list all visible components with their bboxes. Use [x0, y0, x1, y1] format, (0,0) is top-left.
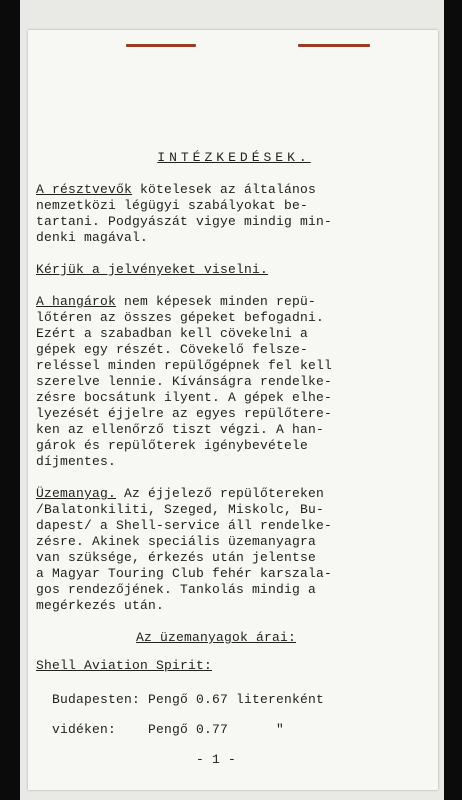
fuel-text: Az éjjelező repülőtereken /Balatonkiliti, Szeged, Miskolc, Bu- dapest/ a Shell-service áll rendelke- zésre. Akinek speciális üzemanyagra van szüksége, érkezés után jelentse a Magyar Touring Club fehér karszala- gos rendezőjének. Tankolás mindig a megérkezés után. [36, 486, 333, 613]
badges-notice: Kérjük a jelvényeket viselni. [36, 262, 269, 277]
price-row-countryside: vidéken: Pengő 0.77 " [52, 722, 285, 737]
participants-lead: A résztvevők [36, 182, 133, 197]
binding-mark-right [298, 44, 370, 47]
fuel-name: Shell Aviation Spirit: [36, 658, 213, 673]
page-number: - 1 - [195, 752, 236, 767]
typewritten-page [36, 150, 396, 768]
price-row-budapest: Budapesten: Pengő 0.67 literenként [52, 692, 325, 707]
fuel-lead: Üzemanyag. [36, 486, 117, 501]
hangars-paragraph [36, 294, 396, 470]
binding-mark-left [126, 44, 196, 47]
page-title: INTÉZKEDÉSEK. [157, 150, 311, 165]
hangars-lead: A hangárok [36, 294, 117, 309]
hangars-text: nem képesek minden repü- lőtéren az összes gépeket befogadni. Ezért a szabadban kell cövekelni a gépek egy részét. Cövekelő felsze- reléssel minden repülőgépnek fel kell szerelve lennie. Kívánságra rendelke- zésre bocsátunk ilyent. A gépek elhe- lyezését éjjelre az egyes repülőtere- ken az ellenőrző tiszt végzi. A han- gárok és repülőterek igénybevétele díjmentes. [36, 294, 333, 469]
prices-heading: Az üzemanyagok árai: [135, 630, 297, 645]
fuel-paragraph [36, 486, 396, 614]
participants-text: kötelesek az általános nemzetközi légügyi szabályokat be- tartani. Podgyászát vigye mindig min- denki magával. [36, 182, 333, 245]
participants-paragraph [36, 182, 396, 246]
